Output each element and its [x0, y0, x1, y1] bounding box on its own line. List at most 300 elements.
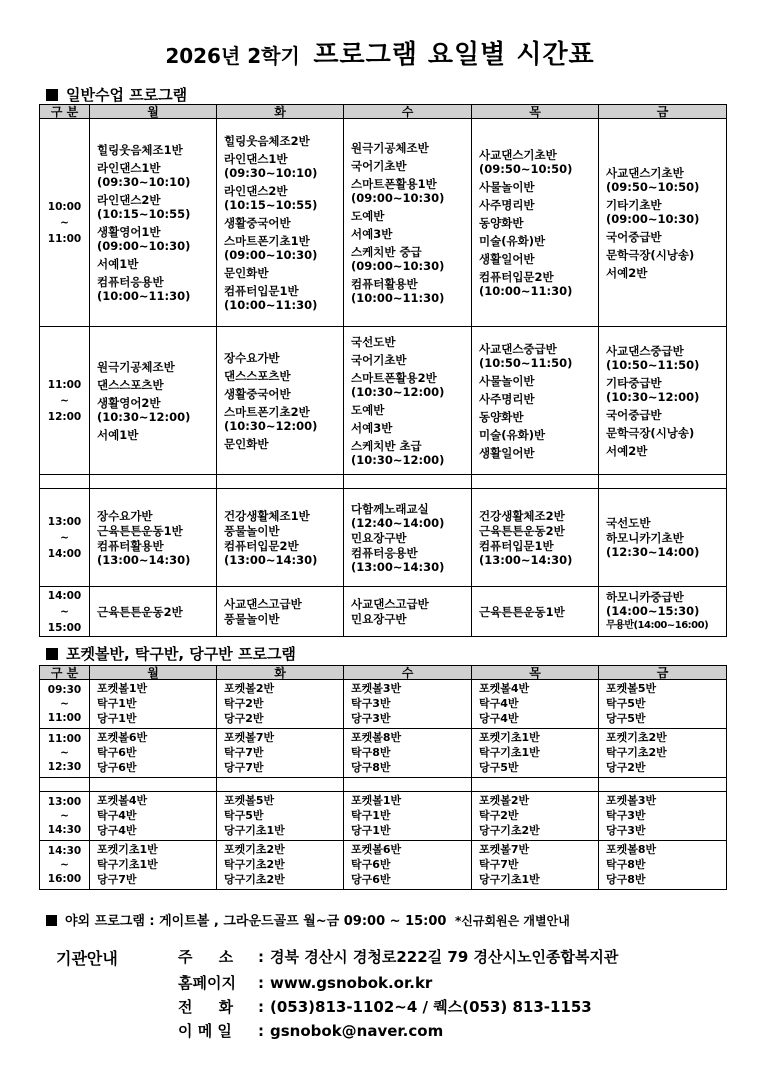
class-entry [606, 248, 723, 262]
time-slot-text: ~ [60, 747, 69, 759]
homepage-link[interactable]: www.gsnobok.or.kr [270, 974, 433, 992]
class-name: 포켓볼1반 [97, 682, 148, 695]
class-name: 생활중국어반 [224, 386, 291, 401]
class-name: 사주명리반 [479, 197, 535, 212]
spacer-cell [40, 475, 90, 489]
class-entry [224, 351, 340, 365]
class-cell [217, 119, 344, 327]
class-time: (10:00~11:30) [479, 283, 573, 298]
class-time: (09:00~10:30) [606, 211, 700, 226]
class-name: 컴퓨터활용반 [351, 276, 418, 291]
class-entry [97, 225, 213, 253]
class-name: 스케치반 초급 [351, 438, 422, 453]
class-name: 탁구2반 [224, 697, 264, 710]
class-cell [344, 327, 472, 475]
class-cell [472, 680, 599, 729]
class-name: 문학극장(시낭송) [606, 247, 695, 262]
class-name: 서예2반 [606, 443, 648, 458]
class-name: 서예1반 [97, 427, 139, 442]
class-name: 포켓볼4반 [97, 794, 148, 807]
class-entry [224, 216, 340, 230]
class-entry [479, 392, 595, 406]
class-entry [351, 421, 468, 435]
class-name: 탁구6반 [351, 858, 391, 871]
class-entry [479, 410, 595, 424]
column-header: 금 [599, 666, 727, 680]
class-name: 탁구5반 [606, 697, 646, 710]
class-entry [606, 531, 723, 559]
time-row [40, 489, 727, 587]
class-name: 당구기초2반 [224, 873, 285, 886]
class-name: 근육튼튼운동2반 [479, 523, 565, 538]
class-name: 컴퓨터입문1반 [224, 283, 299, 298]
class-time: (10:30~12:00) [351, 384, 445, 399]
column-header: 목 [472, 105, 599, 119]
class-name: 탁구7반 [479, 858, 519, 871]
class-cell [599, 587, 727, 637]
class-entry [479, 509, 595, 523]
class-cell [90, 841, 217, 890]
class-entry [97, 428, 213, 442]
class-entry [606, 444, 723, 458]
info-phone-row: 전 화 : (053)813-1102~4 / 퀙스(053) 813-1153 [178, 998, 592, 1016]
class-name: 풍물놀이반 [224, 523, 280, 538]
class-name: 스케치반 중급 [351, 244, 422, 259]
class-time: (09:50~10:50) [479, 161, 573, 176]
class-entry [606, 344, 723, 372]
class-entry [97, 275, 213, 303]
class-name: 탁구기초2반 [606, 746, 667, 759]
class-time: (09:30~10:10) [97, 174, 191, 189]
square-bullet-icon [46, 648, 58, 660]
class-entry [224, 387, 340, 401]
column-header: 목 [472, 666, 599, 680]
time-row [40, 327, 727, 475]
class-name: 탁구1반 [351, 809, 391, 822]
class-entry [97, 193, 213, 221]
class-name: 근육튼튼운동1반 [479, 604, 565, 619]
class-time: (13:00~14:30) [351, 559, 445, 574]
class-name: 동양화반 [479, 409, 524, 424]
time-slot-cell [40, 489, 90, 587]
class-name: 댄스스포츠반 [97, 377, 164, 392]
class-name: 당구1반 [351, 824, 391, 837]
class-time: (10:30~12:00) [606, 389, 700, 404]
time-slot-text: 11:00 [47, 232, 82, 245]
class-name: 사교댄스기초반 [479, 147, 557, 162]
class-time: (12:30~14:00) [606, 545, 700, 559]
class-cell [344, 680, 472, 729]
class-time: (13:00~14:30) [97, 552, 191, 567]
column-header: 화 [217, 666, 344, 680]
class-entry [479, 428, 595, 442]
spacer-cell [90, 475, 217, 489]
time-slot-text: 12:30 [47, 761, 82, 773]
class-time: (14:00~15:30) [606, 604, 700, 618]
info-value: (053)813-1102~4 / 퀙스(053) 813-1153 [270, 998, 592, 1016]
time-slot-text: ~ [60, 859, 69, 871]
class-entry [606, 230, 723, 244]
class-entry [224, 184, 340, 212]
class-entry [224, 234, 340, 262]
time-slot-text: 16:00 [47, 873, 82, 885]
class-name: 탁구4반 [479, 697, 519, 710]
class-name: 당구기초1반 [479, 873, 540, 886]
class-entry [224, 284, 340, 312]
column-header: 월 [90, 666, 217, 680]
class-name: 도예반 [351, 208, 385, 223]
spacer-cell [599, 475, 727, 489]
class-cell [472, 327, 599, 475]
class-entry [479, 180, 595, 194]
class-name: 국어중급반 [606, 229, 662, 244]
class-name: 생활일어반 [479, 445, 535, 460]
header-row [40, 105, 727, 119]
outdoor-text: 야외 프로그램 : 게이트볼 , 그라운드골프 월~금 09:00 ~ 15:00 [65, 914, 447, 929]
class-name: 포켓기초1반 [97, 843, 158, 856]
spacer-row [40, 475, 727, 489]
class-name: 당구6반 [97, 761, 137, 774]
class-name: 포켓볼4반 [479, 682, 530, 695]
class-name: 건강생활체조2반 [479, 508, 565, 523]
class-entry [606, 266, 723, 280]
class-name: 컴퓨터응용반 [351, 545, 418, 560]
class-time: (09:50~10:50) [606, 179, 700, 194]
class-cell [90, 327, 217, 475]
class-entry [351, 612, 468, 626]
class-name: 생활영어2반 [97, 395, 161, 410]
class-entry [351, 209, 468, 223]
class-name: 라인댄스1반 [97, 160, 161, 175]
time-slot-cell [40, 792, 90, 841]
class-name: 포켓기초1반 [479, 731, 540, 744]
time-slot-text: 14:00 [47, 589, 82, 602]
time-slot-text: ~ [60, 394, 69, 407]
page-title [0, 34, 760, 71]
class-name: 국어기초반 [351, 158, 407, 173]
class-name: 당구4반 [97, 824, 137, 837]
time-slot-text: 13:00 [47, 515, 82, 528]
class-entry [351, 227, 468, 241]
class-entry [351, 141, 468, 155]
class-name: 생활영어1반 [97, 224, 161, 239]
class-name: 포켓볼6반 [97, 731, 148, 744]
info-email-row: 이 메 일 : gsnobok@naver.com [178, 1022, 444, 1040]
class-name: 탁구1반 [97, 697, 137, 710]
class-time: (09:00~10:30) [224, 247, 318, 262]
class-entry [479, 270, 595, 298]
class-name: 탁구7반 [224, 746, 264, 759]
class-entry [224, 437, 340, 451]
time-row [40, 680, 727, 729]
class-entry [351, 439, 468, 467]
class-name: 탁구5반 [224, 809, 264, 822]
class-cell [599, 792, 727, 841]
class-name: 서예3반 [351, 420, 393, 435]
class-name: 스마트폰기초1반 [224, 233, 310, 248]
class-name: 탁구8반 [606, 858, 646, 871]
class-name: 스마트폰기초2반 [224, 404, 310, 419]
class-cell [217, 587, 344, 637]
class-entry [606, 590, 723, 618]
time-slot-cell [40, 327, 90, 475]
class-name: 포켓기초2반 [606, 731, 667, 744]
class-name: 당구4반 [479, 712, 519, 725]
class-name: 당구1반 [97, 712, 137, 725]
class-entry [606, 408, 723, 422]
class-entry [351, 531, 468, 545]
class-name: 서예2반 [606, 265, 648, 280]
time-slot-text: ~ [60, 698, 69, 710]
time-slot-text: ~ [60, 605, 69, 618]
class-cell [90, 680, 217, 729]
time-slot-cell [40, 587, 90, 637]
section-general-title: 일반수업 프로그램 [66, 86, 188, 104]
class-time: (10:15~10:55) [97, 206, 191, 221]
time-row [40, 841, 727, 890]
class-time: (10:00~11:30) [224, 297, 318, 312]
column-header: 수 [344, 666, 472, 680]
info-label: 이 메 일 [178, 1022, 232, 1040]
info-homepage-row: 홈페이지 : www.gsnobok.or.kr [178, 974, 433, 992]
class-cell [90, 119, 217, 327]
spacer-cell [40, 778, 90, 792]
class-name: 탁구기초1반 [97, 858, 158, 871]
class-name: 포켓기초2반 [224, 843, 285, 856]
class-time: (10:15~10:55) [224, 197, 318, 212]
class-entry [479, 252, 595, 266]
class-time: (10:30~12:00) [97, 409, 191, 424]
class-name: 탁구3반 [351, 697, 391, 710]
time-slot-text: 11:00 [47, 712, 82, 724]
class-name: 포켓볼7반 [224, 731, 275, 744]
class-name: 근육튼튼운동2반 [97, 604, 183, 619]
class-name: 사주명리반 [479, 391, 535, 406]
class-name: 당구3반 [606, 824, 646, 837]
info-value: 경북 경산시 경청로222길 79 경산시노인종합복지관 [270, 948, 619, 966]
class-name: 도예반 [351, 402, 385, 417]
class-entry [351, 177, 468, 205]
time-slot-text: 13:00 [47, 796, 82, 808]
class-name: 민요장구반 [351, 530, 407, 545]
column-header: 구 분 [40, 666, 90, 680]
class-name: 포켓볼3반 [606, 794, 657, 807]
class-entry [351, 353, 468, 367]
class-name: 스마트폰활용2반 [351, 370, 437, 385]
class-cell [599, 841, 727, 890]
class-name: 장수요가반 [97, 508, 153, 523]
class-time: (10:50~11:50) [479, 355, 573, 370]
class-cell [599, 729, 727, 778]
spacer-cell [344, 778, 472, 792]
class-name: 하모니카기초반 [606, 531, 684, 545]
class-name: 민요장구반 [351, 612, 407, 626]
class-cell [472, 792, 599, 841]
class-entry [224, 597, 340, 611]
class-name: 미술(유화)반 [479, 233, 546, 248]
class-name: 기타중급반 [606, 375, 662, 390]
class-cell [344, 489, 472, 587]
class-entry [97, 143, 213, 157]
spacer-cell [90, 778, 217, 792]
class-name: 다함께노래교실 [351, 501, 429, 516]
class-name: 탁구6반 [97, 746, 137, 759]
section-general-heading [46, 84, 187, 105]
class-entry [224, 266, 340, 280]
class-name: 근육튼튼운동1반 [97, 523, 183, 538]
class-name: 당구기초1반 [224, 824, 285, 837]
class-entry [97, 524, 213, 538]
class-name: 사교댄스고급반 [351, 597, 429, 611]
class-entry [479, 539, 595, 567]
column-header: 화 [217, 105, 344, 119]
outdoor-program-note [46, 910, 570, 929]
class-name: 당구기초2반 [479, 824, 540, 837]
class-name: 당구7반 [224, 761, 264, 774]
class-entry [479, 374, 595, 388]
class-cell [472, 729, 599, 778]
class-cell [599, 119, 727, 327]
class-name: 탁구4반 [97, 809, 137, 822]
class-entry [479, 234, 595, 248]
time-slot-text: ~ [60, 810, 69, 822]
class-name: 당구5반 [606, 712, 646, 725]
class-name: 컴퓨터입문2반 [479, 269, 554, 284]
class-time: (12:40~14:00) [351, 515, 445, 530]
class-time: (09:30~10:10) [224, 165, 318, 180]
class-entry [351, 245, 468, 273]
class-name: 당구7반 [97, 873, 137, 886]
class-name: 당구8반 [606, 873, 646, 886]
class-name: 문학극장(시낭송) [606, 425, 695, 440]
class-cell [217, 729, 344, 778]
class-name: 포켓볼8반 [351, 731, 402, 744]
class-name: 문인화반 [224, 436, 269, 451]
class-cell [217, 792, 344, 841]
time-row [40, 587, 727, 637]
class-entry [479, 524, 595, 538]
class-entry [351, 403, 468, 417]
class-time: (09:00~10:30) [351, 190, 445, 205]
time-slot-cell [40, 119, 90, 327]
info-label: 주 소 [178, 948, 234, 966]
class-name: 힐링웃음체조1반 [97, 142, 183, 157]
time-slot-text: 10:00 [47, 200, 82, 213]
class-name: 미술(유화)반 [479, 427, 546, 442]
class-entry [97, 396, 213, 424]
time-row [40, 792, 727, 841]
class-entry [479, 446, 595, 460]
class-entry [97, 378, 213, 392]
spacer-cell [217, 475, 344, 489]
class-name: 국선도반 [351, 334, 396, 349]
section-billiards-title: 포켓볼반, 탁구반, 당구반 프로그램 [66, 645, 296, 663]
class-entry [606, 426, 723, 440]
class-entry [606, 166, 723, 194]
class-cell [472, 841, 599, 890]
general-schedule-table [39, 104, 727, 637]
class-name: 당구8반 [351, 761, 391, 774]
class-name: 원극기공체조반 [351, 140, 429, 155]
class-cell [344, 119, 472, 327]
info-label: 홈페이지 [178, 974, 236, 992]
class-time: (13:00~14:30) [479, 552, 573, 567]
class-cell [90, 489, 217, 587]
time-slot-text: ~ [60, 216, 69, 229]
spacer-row [40, 778, 727, 792]
class-entry [97, 161, 213, 189]
spacer-cell [217, 778, 344, 792]
class-entry [97, 257, 213, 271]
class-name: 컴퓨터입문1반 [479, 538, 554, 553]
class-name: 포켓볼6반 [351, 843, 402, 856]
class-cell [217, 841, 344, 890]
email-link[interactable]: gsnobok@naver.com [270, 1022, 444, 1040]
class-entry [479, 148, 595, 176]
class-entry [224, 539, 340, 567]
square-bullet-icon [46, 915, 57, 926]
class-name: 포켓볼5반 [606, 682, 657, 695]
class-cell [90, 729, 217, 778]
class-name: 국어중급반 [606, 407, 662, 422]
class-name: 탁구기초2반 [224, 858, 285, 871]
class-entry [606, 376, 723, 404]
time-slot-cell [40, 680, 90, 729]
class-name: 탁구기초1반 [479, 746, 540, 759]
class-name: 당구3반 [351, 712, 391, 725]
class-name: 사교댄스기초반 [606, 165, 684, 180]
time-slot-text: 14:30 [47, 824, 82, 836]
class-entry [606, 619, 723, 633]
class-cell [90, 792, 217, 841]
info-address-row: 주 소 : 경북 경산시 경청로222길 79 경산시노인종합복지관 [178, 948, 619, 966]
class-cell [344, 729, 472, 778]
class-name: 사교댄스중급반 [479, 341, 557, 356]
class-name: 건강생활체조1반 [224, 508, 310, 523]
class-name: 스마트폰활용1반 [351, 176, 437, 191]
class-entry [224, 369, 340, 383]
class-name: 포켓볼3반 [351, 682, 402, 695]
class-name: 하모니카중급반 [606, 590, 684, 604]
billiards-schedule-table [39, 665, 727, 890]
class-name: 장수요가반 [224, 350, 280, 365]
class-entry [351, 597, 468, 611]
class-name: 국선도반 [606, 516, 651, 530]
class-name: 당구2반 [606, 761, 646, 774]
class-entry [351, 502, 468, 530]
class-entry [351, 371, 468, 399]
column-header: 구 분 [40, 105, 90, 119]
class-name: 컴퓨터활용반 [97, 538, 164, 553]
class-cell [217, 489, 344, 587]
spacer-cell [344, 475, 472, 489]
time-slot-text: 09:30 [47, 684, 82, 696]
class-name: 사물놀이반 [479, 179, 535, 194]
class-entry [224, 509, 340, 523]
class-name: 생활중국어반 [224, 215, 291, 230]
class-name: 문인화반 [224, 265, 269, 280]
class-entry [479, 342, 595, 370]
class-time: (10:00~11:30) [351, 290, 445, 305]
class-entry [224, 152, 340, 180]
class-time: (10:00~11:30) [97, 288, 191, 303]
class-name: 라인댄스2반 [97, 192, 161, 207]
class-entry [224, 524, 340, 538]
class-name: 포켓볼2반 [224, 682, 275, 695]
class-time: (10:50~11:50) [606, 357, 700, 372]
time-slot-cell [40, 729, 90, 778]
column-header: 월 [90, 105, 217, 119]
